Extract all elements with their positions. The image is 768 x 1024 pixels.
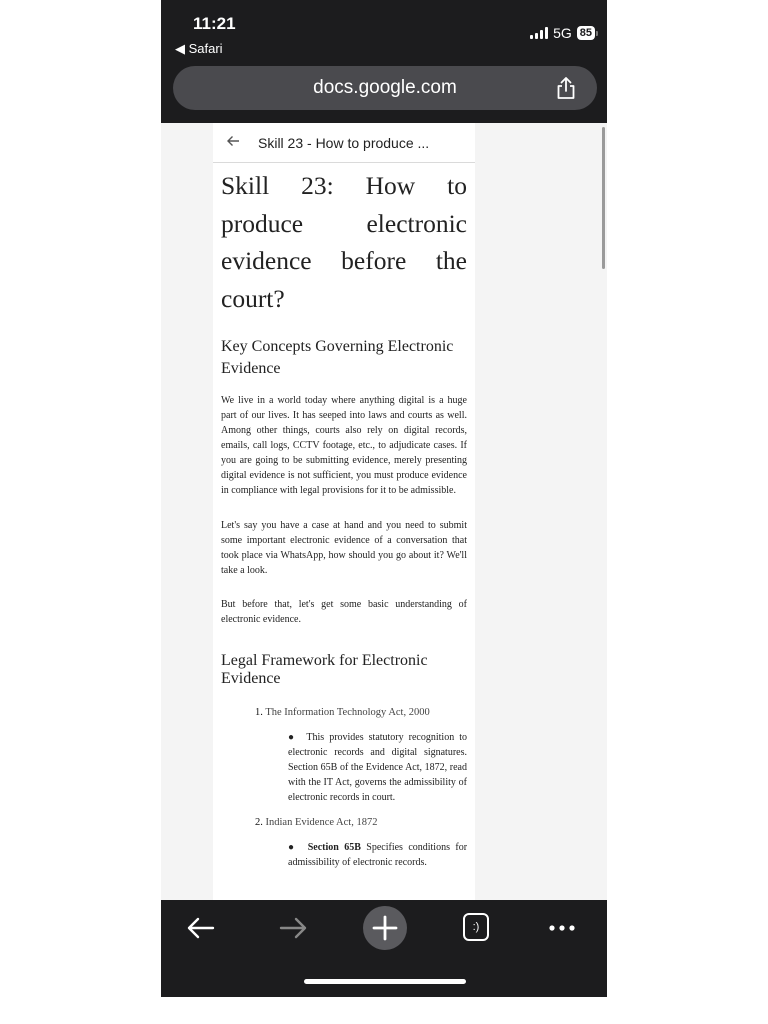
scrollbar[interactable] xyxy=(602,127,605,269)
bullet-text: Specifies conditions for admissibility of electronic records. xyxy=(288,842,468,868)
list-item xyxy=(255,815,467,831)
framework-list xyxy=(221,705,467,870)
title-word: electronic xyxy=(366,208,467,238)
bullet-text: This provides statutory recognition to electronic records and digital signatures. Section 65B of the Evidence Act, 1872, read with the IT Act, governs the admissibility of electronic records in court. xyxy=(288,732,467,803)
bullet-strong: Section 65B xyxy=(307,842,361,853)
status-time: 11:21 xyxy=(193,14,236,33)
page-title xyxy=(221,167,467,317)
list-item-title: Indian Evidence Act, 1872 xyxy=(265,817,378,828)
list-item-title: The Information Technology Act, 2000 xyxy=(265,707,430,718)
title-word: 23: xyxy=(301,171,334,200)
forward-icon[interactable] xyxy=(273,914,313,942)
network-label: 5G xyxy=(553,25,572,41)
title-word: Skill xyxy=(221,171,270,200)
url-text[interactable]: docs.google.com xyxy=(313,77,457,98)
title-word: court? xyxy=(221,283,285,313)
new-tab-icon[interactable] xyxy=(362,905,408,951)
list-number: 1. xyxy=(255,707,263,718)
document-title: Skill 23 - How to produce ... xyxy=(258,134,430,151)
signal-icon xyxy=(530,27,548,39)
title-word: How xyxy=(365,171,416,200)
home-indicator xyxy=(304,979,466,984)
title-word: the xyxy=(435,246,467,275)
list-number: 2. xyxy=(255,817,263,828)
title-word: evidence xyxy=(221,246,312,275)
document-page xyxy=(213,123,475,900)
tabs-label: :) xyxy=(472,921,480,933)
phone-screen xyxy=(161,0,607,997)
back-to-app-link[interactable]: ◀ Safari xyxy=(175,41,223,56)
document-body xyxy=(213,167,475,870)
title-word: to xyxy=(447,171,467,200)
back-arrow-icon[interactable] xyxy=(226,134,244,151)
title-word: before xyxy=(341,246,407,275)
list-bullet: ● This provides statutory recognition to electronic records and digital signatures. Section 65B of the Evidence Act, 1872, read with the IT Act, governs the admissibility of electronic records in court. xyxy=(288,732,467,803)
battery-icon: 85 xyxy=(577,26,595,40)
paragraph: Let's say you have a case at hand and you need to submit some important electronic evidence of a conversation that took place via WhatsApp, how should you go about it? We'll take a look. xyxy=(221,520,467,576)
safari-bottom-toolbar xyxy=(161,900,607,997)
back-icon[interactable] xyxy=(183,914,223,942)
share-icon[interactable] xyxy=(553,75,579,101)
list-bullet: ● Section 65B Specifies conditions for admissibility of electronic records. xyxy=(288,842,468,868)
tabs-button[interactable] xyxy=(463,913,489,941)
paragraph: We live in a world today where anything digital is a huge part of our lives. It has seeped into laws and courts as well. Among other things, courts also rely on digital records, emails, call logs, CCTV footage, etc., to adjudicate cases. If you are going to be submitting evidence, merely presenting digital evidence is not sufficient, you must produce evidence in compliance with legal provisions for it to be admissible. xyxy=(221,395,467,496)
list-item xyxy=(255,705,467,721)
more-icon[interactable] xyxy=(544,914,584,942)
safari-top-bar xyxy=(161,0,607,123)
document-header xyxy=(213,123,475,163)
web-content[interactable] xyxy=(161,123,607,900)
title-word: produce xyxy=(221,208,304,238)
address-bar[interactable] xyxy=(173,66,597,110)
paragraph: But before that, let's get some basic understanding of electronic evidence. xyxy=(221,599,467,625)
section-heading: Key Concepts Governing Electronic Evidence xyxy=(221,338,454,377)
section-heading: Legal Framework for Electronic Evidence xyxy=(221,652,428,687)
status-indicators xyxy=(530,25,595,41)
